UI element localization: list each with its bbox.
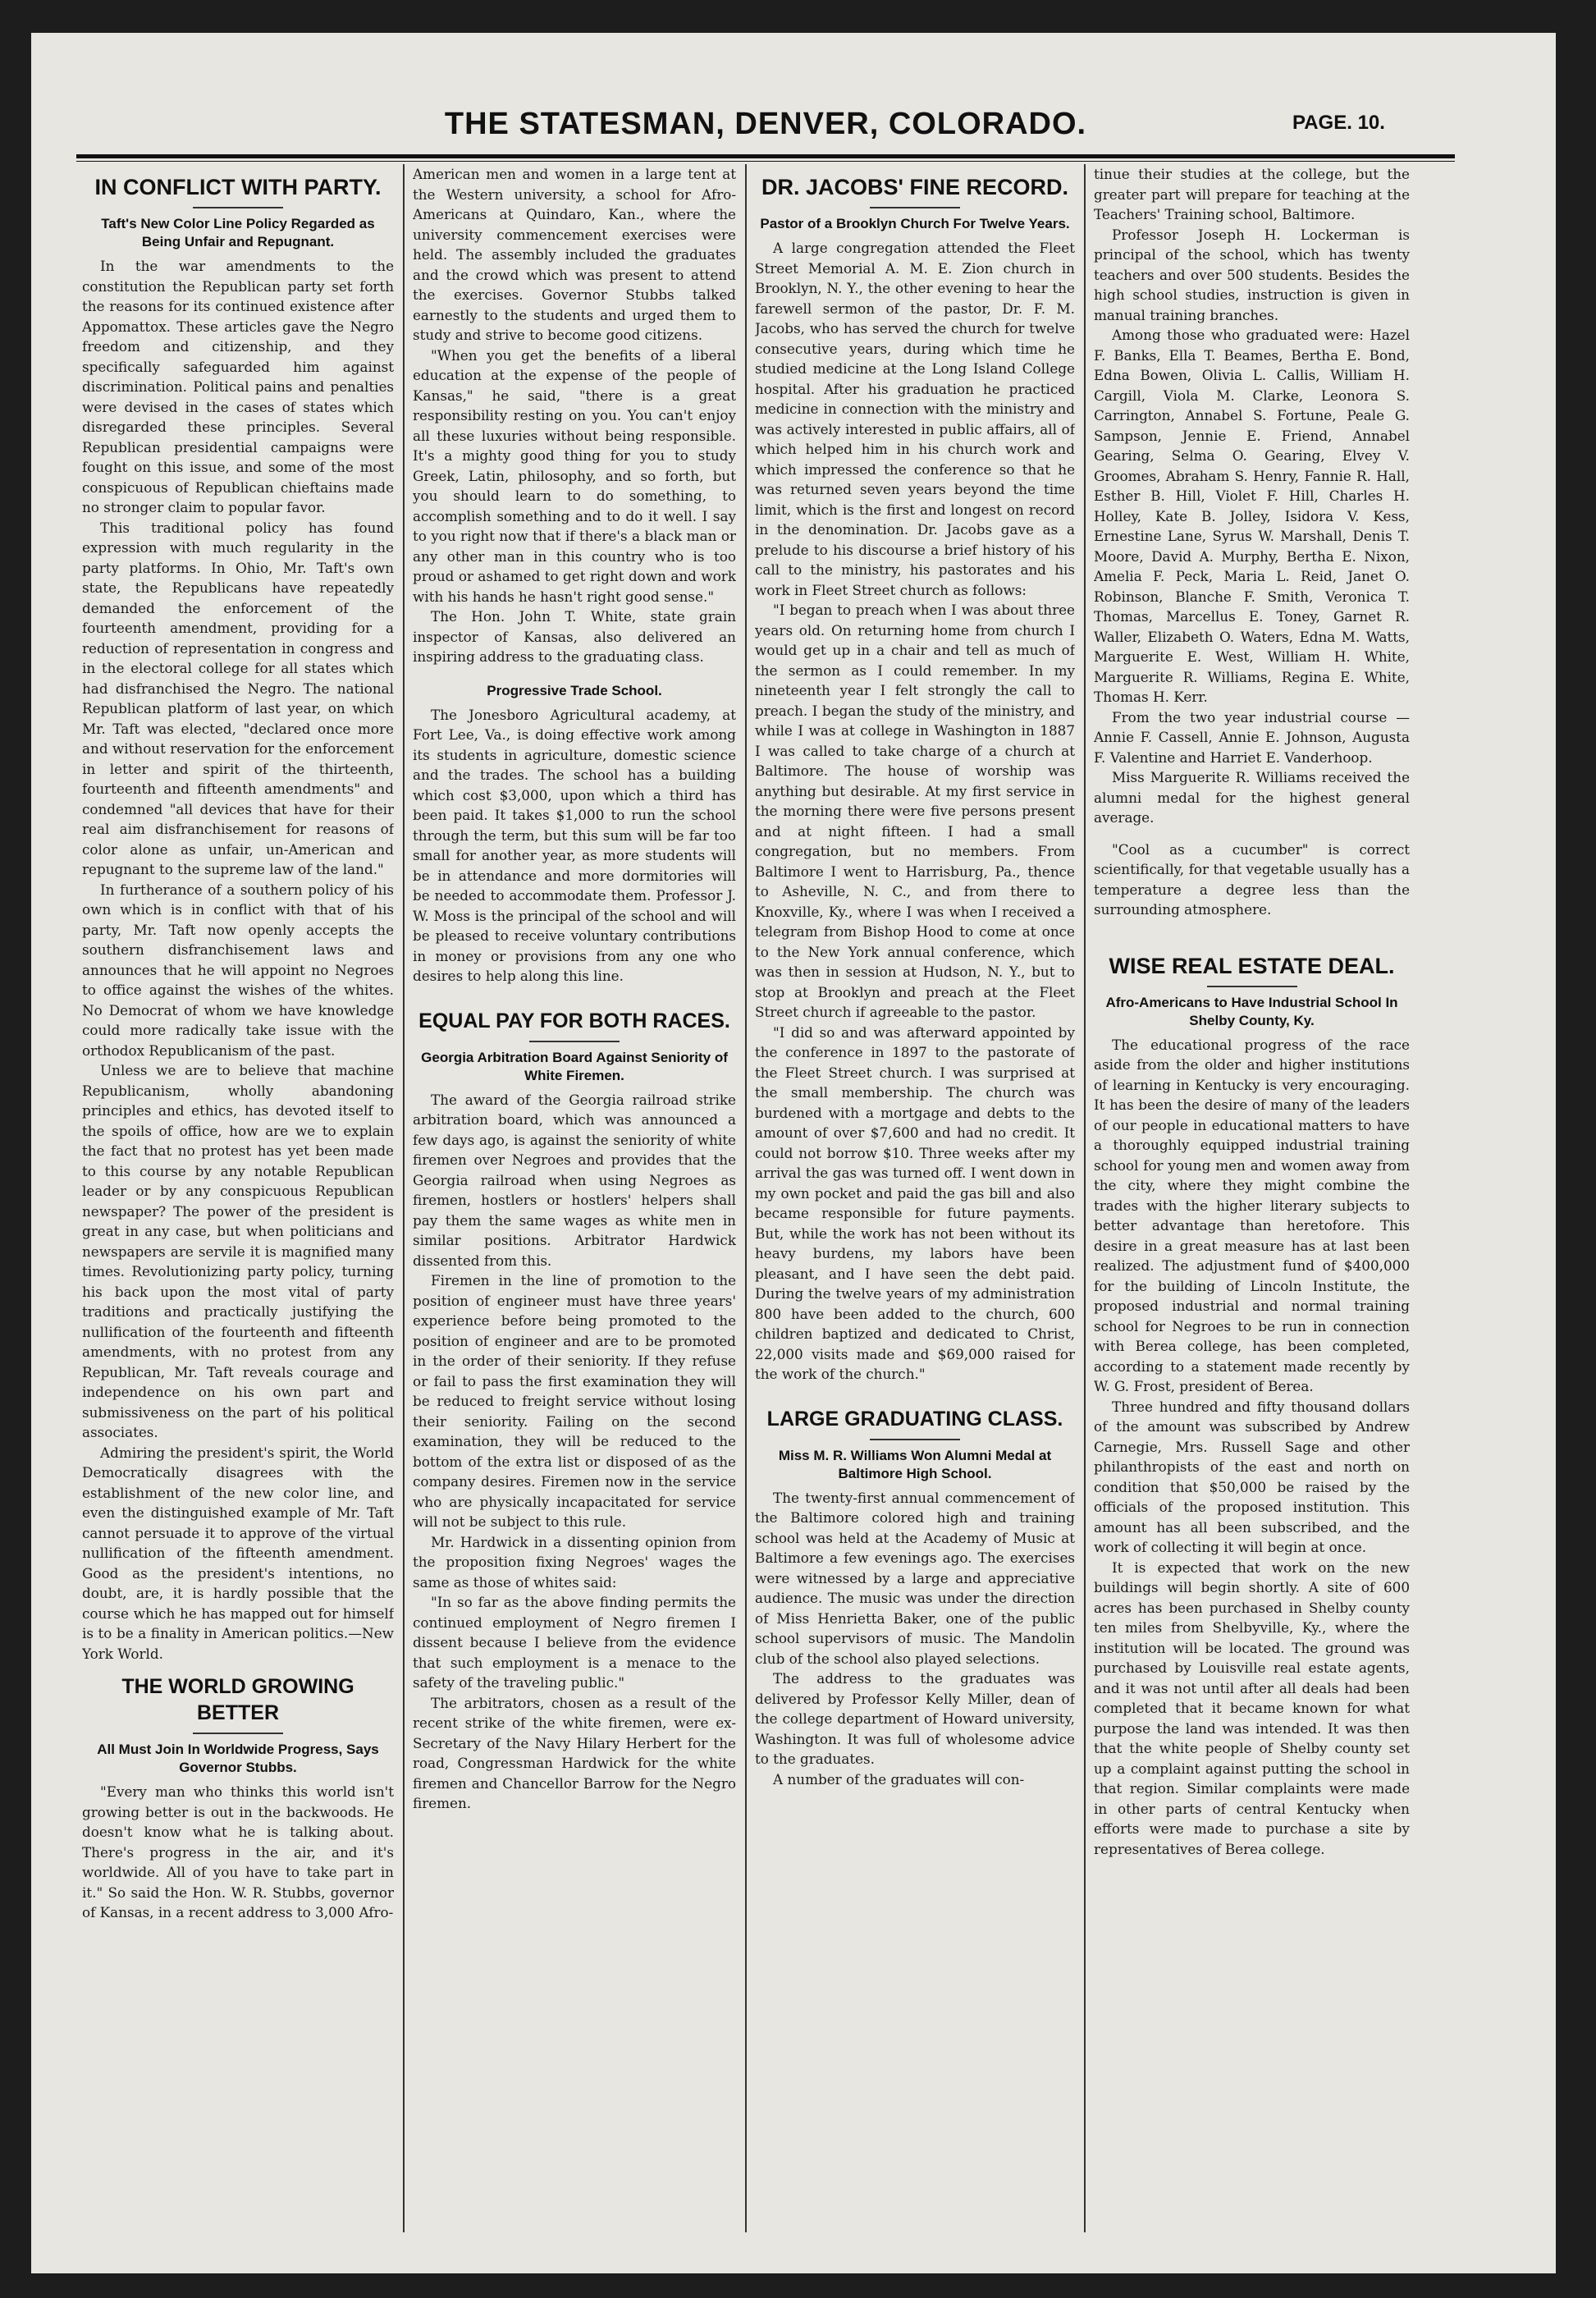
article-paragraph: Three hundred and fifty thousand dollars of the amount was subscribed by Andrew Carnegie, Mrs. Russell Sage and other philanthropists of the east and north on condition that $50,000 be raised by the officials of the proposed institution. This amount has all been subscribed, and the work of collecting it will begin at once.	[1094, 1398, 1410, 1555]
article-paragraph: It is expected that work on the new buildings will begin shortly. A site of 600 acres has been purchased in Shelby county ten miles from Shelbyville, Ky., where the institution will be located. The ground was purchased by Louisville real estate agents, and it was not until after all deals had been completed that it became known for what purpose the land was intended. It was then that the white people of Shelby county set up a complaint against putting the school in that region. Similar complaints were made in other parts of central Kentucky when efforts were made to purchase a site by representatives of Berea college.	[1094, 1559, 1410, 1857]
headline-world-growing-better: THE WORLD GROWING BETTER	[121, 1675, 354, 1724]
subhead-taft-color-line: Taft's New Color Line Policy Regarded as Being Unfair and Repugnant.	[101, 216, 375, 249]
subhead-georgia-arbitration: Georgia Arbitration Board Against Seniority of White Firemen.	[421, 1049, 728, 1083]
article-paragraph: In the war amendments to the constitution the Republican party set forth the reasons for its continued existence after Appomattox. These articles gave the Negro freedom and citizenship, and they specifically safeguarded him against discrimination. Political pains and penalties were devised in the cases of states which disregarded these principles. Several Republican presidential campaigns were fought on this issue, and some of the most conspicuous of Republican chieftains made no stronger claim to popular favor.	[82, 258, 394, 515]
newspaper-page	[31, 33, 1556, 2273]
masthead-title: THE STATESMAN, DENVER, COLORADO.	[444, 107, 1087, 141]
article-paragraph: "When you get the benefits of a liberal education at the expense of the people of Kansas," he said, "there is a great responsibility resting on you. You can't enjoy all these luxuries without being responsible. It's a mighty good thing for you to study Greek, Latin, philosophy, and so forth, but you should learn to do something, to accomplish something and to do it well. I say to you right now that if there's a black man or any other man in this country who is too proud or ashamed to get right down and work with his hands he hasn't right good sense."	[413, 346, 736, 605]
article-paragraph: Firemen in the line of promotion to the position of engineer must have three years' experience before being promoted to the position of engineer and are to be promoted in the order of their seniority. If they refuse or fail to pass the first examination they will be reduced to freight service without losing their seniority. Failing on the second examination, they will be reduced to the bottom of the extra list or disposed of as the company desires. Firemen now in the service who are physically incapacitated for service will not be subject to this rule.	[413, 1272, 736, 1530]
subhead-progressive-trade-school: Progressive Trade School.	[487, 682, 662, 698]
article-paragraph: A number of the graduates will con-	[773, 1770, 1025, 1788]
headline-rule	[193, 1733, 283, 1734]
article-paragraph: The Hon. John T. White, state grain inspector of Kansas, also delivered an inspiring address to the graduating class.	[413, 608, 736, 665]
column-rule	[1084, 164, 1086, 2232]
article-paragraph: "In so far as the above finding permits the continued employment of Negro firemen I dissent because I believe from the evidence that such employment is a menace to the safety of the traveling public."	[413, 1594, 736, 1691]
masthead-rule	[76, 154, 1455, 158]
page-number: PAGE. 10.	[1292, 112, 1385, 134]
subhead-shelby-county: Afro-Americans to Have Industrial School In Shelby County, Ky.	[1105, 994, 1398, 1028]
article-paragraph: The educational progress of the race aside from the older and higher institutions of learning in Kentucky is very encouraging. It has been the desire of many of the leaders of our people in educational matters to have a thoroughly equipped industrial training school for young men and women away from the city, where they might combine the trades with the higher literary subjects to better advantage than heretofore. This desire in a great measure has at last been realized. The adjustment fund of $400,000 for the building of Lincoln Institute, the proposed industrial and normal training school for Negroes to be run in connection with Berea college, has been completed, according to a statement made recently by W. G. Frost, president of Berea.	[1094, 1036, 1410, 1394]
column-4	[1094, 164, 1410, 2224]
headline-equal-pay: EQUAL PAY FOR BOTH RACES.	[418, 1009, 730, 1032]
article-paragraph: Professor Joseph H. Lockerman is principal of the school, which has twenty teachers and over 500 students. Besides the high school studies, instruction is given in manual training branches.	[1094, 226, 1410, 323]
filler-item-cucumber: "Cool as a cucumber" is correct scientifically, for that vegetable usually has a temperature a degree less than the surrounding atmosphere.	[1094, 840, 1410, 918]
column-3	[755, 164, 1075, 2224]
article-paragraph: American men and women in a large tent at the Western university, a school for Afro-Americans at Quindaro, Kan., where the university commencement exercises were held. The assembly included the graduates and the crowd which was present to attend the exercises. Governor Stubbs talked earnestly to the students and urged them to study and strive to become good citizens.	[413, 166, 736, 343]
article-paragraph: The arbitrators, chosen as a result of the recent strike of the white firemen, were ex-Secretary of the Navy Hilary Herbert for the road, Congressman Hardwick for the white firemen and Chancellor Barrow for the Negro firemen.	[413, 1694, 736, 1811]
article-paragraph: Miss Marguerite R. Williams received the alumni medal for the highest general average.	[1094, 769, 1410, 826]
headline-rule	[529, 1041, 620, 1042]
article-paragraph: A large congregation attended the Fleet Street Memorial A. M. E. Zion church in Brooklyn, N. Y., the other evening to hear the farewell sermon of the pastor, Dr. F. M. Jacobs, who has served the church for twelve consecutive years, during which time he studied medicine at the Long Island College hospital. After his graduation he practiced medicine in connection with the ministry and was actively interested in public affairs, all of which helped him in his church work and which impressed the conference so that he was returned seven years beyond the time limit, which is the first and longest on record in the denomination. Dr. Jacobs gave as a prelude to his discourse a brief history of his call to the ministry, his pastorates and his work in Fleet Street church as follows:	[755, 240, 1075, 598]
headline-rule	[870, 1439, 960, 1440]
article-paragraph: "Every man who thinks this world isn't growing better is out in the backwoods. He doesn't know what he is talking about. There's progress in the air, and it's worldwide. All of you have to take part in it." So said the Hon. W. R. Stubbs, governor of Kansas, in a recent address to 3,000 Afro-	[82, 1783, 394, 1920]
column-rule	[745, 164, 747, 2232]
article-paragraph: In furtherance of a southern policy of his own which is in conflict with that of his party, Mr. Taft now openly accepts the southern disfranchisement laws and announces that he will appoint no Negroes to office against the wishes of the whites. No Democrat of whom we have knowledge could more radically take issue with the orthodox Republicanism of the past.	[82, 881, 394, 1059]
article-paragraph: The address to the graduates was delivered by Professor Kelly Miller, dean of the college department of Howard university, Washington. It was full of wholesome advice to the graduates.	[755, 1670, 1075, 1767]
article-paragraph: "I began to preach when I was about three years old. On returning home from church I would get up in a chair and tell as much of the sermon as I could remember. In my nineteenth year I felt strongly the call to preach. I began the study of the ministry, and while I was at college in Washington in 1887 I was called to take charge of a church at Baltimore. The house of worship was anything but desirable. At my first service in the morning there were five persons present and at night fifteen. I had a small congregation, but no members. From Baltimore I went to Harrisburg, Pa., thence to Asheville, N. C., and from there to Knoxville, Ky., where I was when I received a telegram from Bishop Hood to come at once to the New York annual conference, which was then in session at Hudson, N. Y., but to stop at Brooklyn and preach at the Fleet Street church if agreeable to the pastor.	[755, 602, 1075, 1020]
headline-wise-real-estate: WISE REAL ESTATE DEAL.	[1109, 953, 1395, 978]
column-rule	[403, 164, 405, 2232]
column-1	[82, 164, 394, 2224]
headline-rule	[870, 207, 960, 208]
article-paragraph: tinue their studies at the college, but the greater part will prepare for teaching at the Teachers' Training school, Baltimore.	[1094, 166, 1410, 222]
article-paragraph: Mr. Hardwick in a dissenting opinion from the proposition fixing Negroes' wages the same as those of whites said:	[413, 1533, 736, 1591]
headline-rule	[1207, 986, 1297, 987]
headline-large-graduating-class: LARGE GRADUATING CLASS.	[766, 1407, 1063, 1431]
subhead-alumni-medal: Miss M. R. Williams Won Alumni Medal at Baltimore High School.	[778, 1447, 1052, 1481]
column-2	[413, 164, 736, 2224]
headline-conflict-with-party: IN CONFLICT WITH PARTY.	[94, 175, 382, 199]
article-paragraph: The award of the Georgia railroad strike arbitration board, which was announced a few days ago, is against the seniority of white firemen over Negroes and provides that the Georgia railroad when using Negroes as firemen, hostlers or hostlers' helpers shall pay them the same wages as white men in similar positions. Arbitrator Hardwick dissented from this.	[413, 1091, 736, 1269]
masthead-rule-thin	[76, 161, 1455, 162]
article-paragraph: This traditional policy has found expression with much regularity in the party platforms. In Ohio, Mr. Taft's own state, the Republicans have repeatedly demanded the enforcement of the fourteenth amendment, providing for a reduction of representation in congress and in the electoral college for all states which had disfranchised the Negro. The national Republican platform of last year, on which Mr. Taft was elected, "declared once more and without reservation for the enforcement in letter and spirit of the thirteenth, fourteenth and fifteenth amendments" and condemned "all devices that have for their real aim disfranchisement for reasons of color alone as unfair, un-American and repugnant to the supreme law of the land."	[82, 519, 394, 877]
article-paragraph: The twenty-first annual commencement of the Baltimore colored high and training school was held at the Academy of Music at Baltimore a few evenings ago. The exercises were witnessed by a large and appreciative audience. The music was under the direction of Miss Henrietta Baker, one of the public school supervisors of music. The Mandolin club of the school also played selections.	[755, 1489, 1075, 1667]
article-paragraph: Admiring the president's spirit, the World Democratically disagrees with the establishment of the new color line, and even the distinguished example of Mr. Taft cannot persuade it to approve of the virtual nullification of the fifteenth amendment. Good as the president's intentions, no doubt, are, it is hardly possible that the course which he has mapped out for himself is to be a finality in American politics.—New York World.	[82, 1444, 394, 1662]
headline-dr-jacobs: DR. JACOBS' FINE RECORD.	[761, 175, 1068, 199]
graduate-list: Among those who graduated were: Hazel F. Banks, Ella T. Beames, Bertha E. Bond, Edna Bowen, Olivia L. Callis, William H. Cargill, Viola M. Clarke, Leonora S. Carrington, Annabel S. Fortune, Peale G. Sampson, Jennie E. Friend, Annabel Gearing, Selma O. Gearing, Elvey V. Groomes, Abraham S. Henry, Fannie R. Hall, Esther B. Hill, Violet F. Hill, Charles H. Holley, Kate B. Jolley, Isidora V. Kess, Ernestine Lane, Syrus W. Marshall, Denis T. Moore, David A. Murphy, Bertha E. Nixon, Amelia F. Peck, Maria L. Reid, Janet O. Robinson, Blanche F. Smith, Veronica T. Thomas, Marcellus E. Toney, Garnet R. Waller, Elizabeth O. Waters, Edna M. Watts, Marguerite E. West, William H. White, Marguerite R. Williams, Regina E. White, Thomas H. Kerr.	[1094, 327, 1410, 705]
subhead-brooklyn-pastor: Pastor of a Brooklyn Church For Twelve Years.	[760, 216, 1070, 231]
article-paragraph: Unless we are to believe that machine Republicanism, wholly abandoning principles and ethics, has devoted itself to the spoils of office, how are we to explain the fact that no protest has yet been made to this course by any notable Republican leader or by any conspicuous Republican newspaper? The power of the president is great in any case, but when politicians and newspapers are servile it is magnified many times. Revolutionizing party policy, turning his back upon the most vital of party traditions and practically justifying the nullification of the fourteenth and fifteenth amendments, with no protest from any Republican, Mr. Taft reveals courage and independence on his own part and submissiveness on the part of his political associates.	[82, 1062, 394, 1440]
article-paragraph: The Jonesboro Agricultural academy, at Fort Lee, Va., is doing effective work among its students in agriculture, domestic science and the trades. The school has a building which cost $3,000, upon which a third has been paid. It takes $1,000 to run the school through the term, but this sum will be far too small for another year, as more students will be in attendance and more dormitories will be needed to accommodate them. Professor J. W. Moss is the principal of the school and will be pleased to receive voluntary contributions in money or provisions from any one who desires to help along this line.	[413, 706, 736, 984]
headline-rule	[193, 207, 283, 208]
article-paragraph: From the two year industrial course —Annie F. Cassell, Annie E. Johnson, Augusta F. Valentine and Harriet E. Vanderhoop.	[1094, 708, 1410, 766]
article-paragraph: "I did so and was afterward appointed by the conference in 1897 to the pastorate of the Fleet Street church. I was surprised at the small membership. The church was burdened with a mortgage and debts to the amount of over $7,600 and had no credit. It could not borrow $10. Three weeks after my arrival the gas was turned off. I went down in my own pocket and paid the gas bill and also became responsible for future payments. But, while the work has not been without its heavy burdens, my labors have been pleasant, and I have seen the debt paid. During the twelve years of my administration 800 have been added to the church, 600 children baptized and dedicated to Christ, 22,000 visits made and $69,000 raised for the work of the church."	[755, 1023, 1075, 1382]
subhead-governor-stubbs: All Must Join In Worldwide Progress, Says Governor Stubbs.	[97, 1742, 379, 1775]
